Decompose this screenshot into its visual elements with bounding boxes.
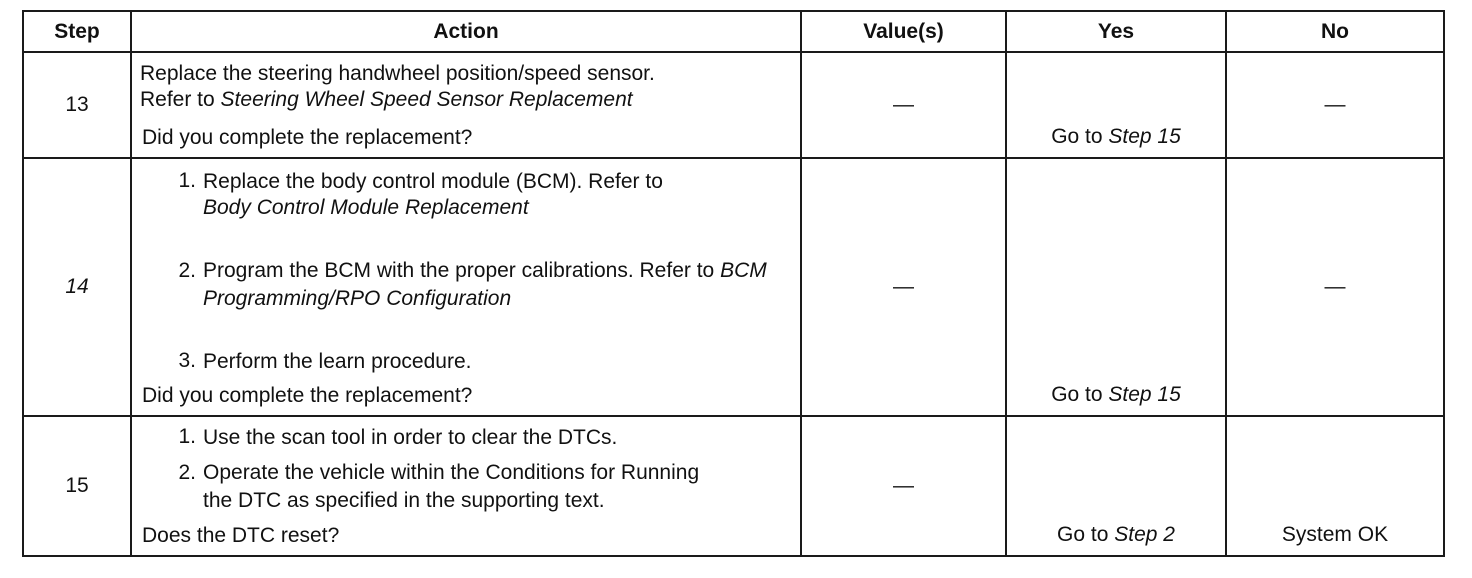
list-item: 2. Operate the vehicle within the Conditions for Running the DTC as specified in the supporting text.	[178, 461, 700, 512]
header-row	[23, 11, 1444, 52]
reference-link[interactable]: BCM Programming/RPO Configuration	[203, 259, 767, 310]
list-item: 2. Program the BCM with the proper calibrations. Refer to BCM Programming/RPO Configuration	[178, 259, 767, 310]
header-no: No	[1226, 11, 1444, 52]
yes-prefix: Go to	[1057, 523, 1115, 546]
goto-step-link[interactable]: Step 2	[1114, 523, 1175, 546]
header-yes: Yes	[1006, 11, 1226, 52]
action-text: Replace the steering handwheel position/speed sensor.	[140, 62, 655, 85]
list-item: 1. Replace the body control module (BCM). Refer to Body Control Module Replacement	[178, 169, 663, 219]
header-step: Step	[23, 11, 131, 52]
value-cell: —	[801, 158, 1006, 416]
step-number: 15	[23, 416, 131, 556]
action-cell	[131, 416, 801, 556]
list-item: 1. Use the scan tool in order to clear the DTCs.	[178, 425, 618, 449]
yes-prefix: Go to	[1051, 125, 1109, 148]
yes-cell	[1006, 52, 1226, 158]
step-number: 14	[23, 158, 131, 416]
list-item: 3. Perform the learn procedure.	[178, 349, 472, 373]
header-values: Value(s)	[801, 11, 1006, 52]
yes-prefix: Go to	[1051, 383, 1109, 406]
action-cell	[131, 158, 801, 416]
reference-link[interactable]: Body Control Module Replacement	[203, 196, 529, 219]
diagnostic-step-table	[22, 10, 1445, 557]
question-text: Does the DTC reset?	[142, 524, 340, 547]
no-cell: —	[1226, 52, 1444, 158]
reference-link[interactable]: Steering Wheel Speed Sensor Replacement	[220, 88, 633, 111]
step-number: 13	[23, 52, 131, 158]
header-action: Action	[131, 11, 801, 52]
value-cell: —	[801, 416, 1006, 556]
goto-step-link[interactable]: Step 15	[1108, 383, 1181, 406]
table-row-step-15	[23, 416, 1444, 556]
yes-cell	[1006, 416, 1226, 556]
action-cell	[131, 52, 801, 158]
value-cell: —	[801, 52, 1006, 158]
table-row-step-13	[23, 52, 1444, 158]
table-row-step-14	[23, 158, 1444, 416]
no-cell: —	[1226, 158, 1444, 416]
no-cell: System OK	[1226, 416, 1444, 556]
yes-cell	[1006, 158, 1226, 416]
goto-step-link[interactable]: Step 15	[1108, 125, 1181, 148]
question-text: Did you complete the replacement?	[142, 384, 473, 407]
action-text: Refer to	[140, 88, 221, 111]
question-text: Did you complete the replacement?	[142, 126, 473, 149]
